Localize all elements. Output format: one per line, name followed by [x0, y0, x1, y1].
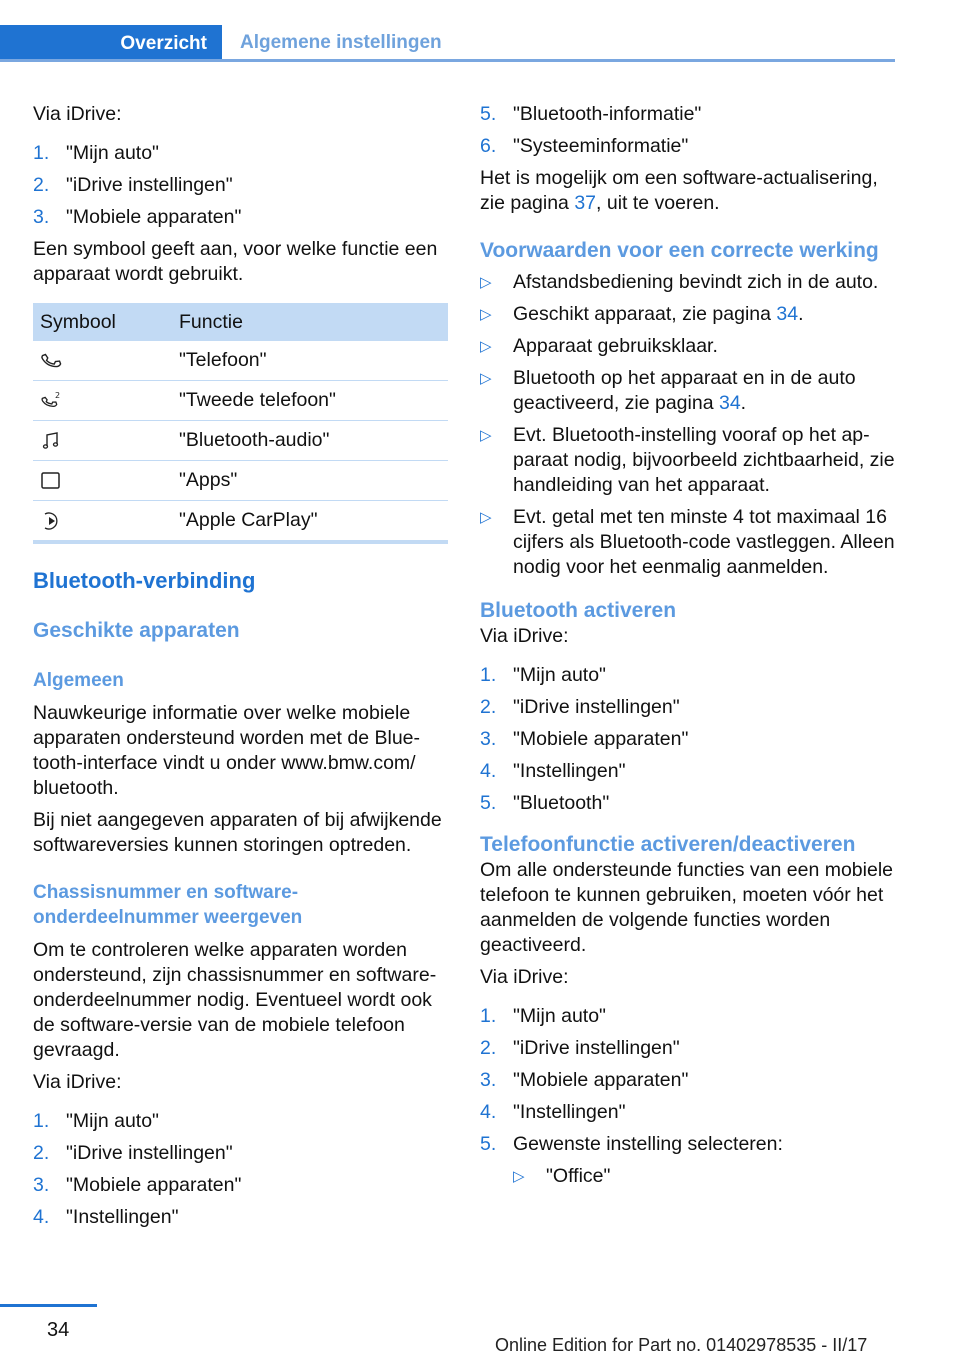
bullet-text: Evt. Bluetooth-instelling vooraf op het apparaat nodig, bijvoorbeeld zichtbaarheid, zie handleiding van het apparaat.	[513, 424, 895, 496]
music-note-icon	[40, 430, 62, 452]
step-text: Gewenste instelling selecteren:	[513, 1133, 783, 1155]
text: Geschikt apparaat, zie pagina	[513, 303, 777, 325]
step-number: 5.	[480, 792, 497, 814]
heading-geschikte-apparaten: Geschikte apparaten	[33, 619, 240, 642]
edition-note: Online Edition for Part no. 01402978535 - II/17	[495, 1335, 868, 1355]
step-text: "Systeeminformatie"	[513, 135, 689, 157]
paragraph-software-update	[480, 166, 900, 216]
list-item	[480, 791, 900, 816]
triangle-bullet-icon: ▷	[480, 427, 492, 444]
step-text: "Mobiele apparaten"	[66, 1174, 242, 1196]
tab-algemene-label: Algemene instellingen	[240, 31, 442, 53]
list-item	[33, 141, 448, 166]
heading-bluetooth-verbinding: Bluetooth-verbinding	[33, 568, 256, 593]
symbol-table	[33, 303, 448, 544]
list-item	[33, 173, 448, 198]
list-item	[480, 423, 900, 498]
footer-rule	[0, 1304, 97, 1307]
text: , uit te voeren.	[596, 192, 720, 214]
paragraph-chassisnummer: Om te controleren welke apparaten worden ondersteund, zijn chassisnummer en softwareonderdeelnummer nodig. Eventueel wordt ook de software-versie van de mobiele telefoon gevraagd.	[33, 939, 437, 1061]
header-rule	[0, 59, 895, 62]
step-text: "Instellingen"	[66, 1206, 179, 1228]
heading-algemeen: Algemeen	[33, 670, 124, 691]
via-idrive-label: Via iDrive:	[33, 103, 122, 125]
carplay-play-icon	[40, 510, 62, 532]
table-row	[33, 421, 448, 461]
list-item	[33, 1141, 448, 1166]
list-item	[480, 1164, 900, 1189]
left-column	[33, 102, 448, 1237]
step-text: "Mijn auto"	[513, 664, 606, 686]
function-cell: "Bluetooth-audio"	[172, 421, 448, 461]
page-link-37[interactable]: 37	[574, 192, 597, 214]
step-text: "Instellingen"	[513, 1101, 626, 1123]
step-number: 3.	[33, 1174, 50, 1196]
table-row	[33, 341, 448, 381]
right-column	[480, 102, 900, 1196]
list-item	[480, 727, 900, 752]
step-text: "Mobiele apparaten"	[513, 728, 689, 750]
step-number: 2.	[480, 1037, 497, 1059]
step-text: "Instellingen"	[513, 760, 626, 782]
symbol-cell	[33, 381, 172, 421]
step-number: 3.	[480, 728, 497, 750]
function-cell: "Apps"	[172, 461, 448, 501]
via-idrive-label: Via iDrive:	[33, 1071, 122, 1093]
step-number: 1.	[480, 1005, 497, 1027]
step-number: 4.	[33, 1206, 50, 1228]
apps-square-icon	[40, 470, 62, 492]
header-bar	[0, 25, 895, 62]
list-item	[480, 759, 900, 784]
via-idrive-label: Via iDrive:	[480, 966, 569, 988]
page-link-34[interactable]: 34	[776, 303, 799, 325]
step-number: 1.	[33, 1110, 50, 1132]
triangle-bullet-icon: ▷	[480, 338, 492, 355]
step-text: "iDrive instellingen"	[66, 1142, 233, 1164]
page-number: 34	[47, 1319, 70, 1341]
steps-list-continued	[480, 102, 900, 159]
list-item	[480, 366, 900, 416]
step-number: 2.	[33, 174, 50, 196]
table-header-functie: Functie	[172, 303, 448, 341]
list-item	[480, 1004, 900, 1029]
list-item	[480, 663, 900, 688]
bullet-text	[513, 366, 900, 416]
list-item	[33, 205, 448, 230]
step-text: "Bluetooth-informatie"	[513, 103, 702, 125]
symbol-cell	[33, 341, 172, 381]
triangle-bullet-icon: ▷	[480, 306, 492, 323]
step-number: 5.	[480, 1133, 497, 1155]
bullet-text: Apparaat gebruiksklaar.	[513, 335, 718, 357]
list-item	[480, 505, 900, 580]
list-item	[480, 1132, 900, 1157]
step-text: "Mijn auto"	[66, 1110, 159, 1132]
paragraph-telefoonfunctie: Om alle ondersteunde functies van een mobiele telefoon te kunnen gebruiken, moeten vóór het aanmelden de volgende functies worden geactiveerd.	[480, 859, 894, 956]
step-text: "Mijn auto"	[513, 1005, 606, 1027]
steps-list-4	[480, 1004, 900, 1189]
list-item	[480, 270, 900, 295]
text: Het is mogelijk om een software-actualisering, zie pagina	[480, 167, 878, 214]
function-cell: "Apple CarPlay"	[172, 501, 448, 543]
symbol-intro: Een symbool geeft aan, voor welke functie een apparaat wordt gebruikt.	[33, 238, 438, 285]
triangle-bullet-icon: ▷	[480, 274, 492, 291]
step-number: 2.	[33, 1142, 50, 1164]
requirements-list	[480, 270, 900, 580]
svg-text:2: 2	[55, 390, 61, 400]
function-cell: "Telefoon"	[172, 341, 448, 381]
list-item	[480, 102, 900, 127]
step-text: "Bluetooth"	[513, 792, 610, 814]
text: .	[740, 392, 747, 414]
step-text: "Mobiele apparaten"	[513, 1069, 689, 1091]
table-row	[33, 461, 448, 501]
triangle-bullet-icon: ▷	[480, 509, 492, 526]
triangle-bullet-icon: ▷	[513, 1168, 525, 1185]
step-number: 4.	[480, 760, 497, 782]
steps-list-1	[33, 141, 448, 230]
list-item	[33, 1109, 448, 1134]
bullet-text: "Office"	[546, 1165, 611, 1187]
heading-telefoonfunctie: Telefoonfunctie activeren/deactiveren	[480, 833, 856, 856]
table-row	[33, 501, 448, 543]
symbol-cell	[33, 461, 172, 501]
phone-icon	[40, 350, 62, 372]
heading-chassisnummer: Chassisnummer en softwareonderdeelnummer weergeven	[33, 882, 303, 928]
function-cell: "Tweede telefoon"	[172, 381, 448, 421]
step-text: "iDrive instellingen"	[513, 1037, 680, 1059]
list-item	[33, 1173, 448, 1198]
list-item	[480, 334, 900, 359]
tab-overzicht-label: Overzicht	[120, 33, 207, 54]
step-number: 3.	[33, 206, 50, 228]
steps-list-3	[480, 663, 900, 816]
step-text: "Mobiele apparaten"	[66, 206, 242, 228]
step-number: 6.	[480, 135, 497, 157]
step-text: "Mijn auto"	[66, 142, 159, 164]
bullet-text	[513, 302, 900, 327]
list-item	[33, 1205, 448, 1230]
steps-list-2	[33, 1109, 448, 1230]
page-link-34[interactable]: 34	[718, 392, 741, 414]
list-item	[480, 302, 900, 327]
paragraph-niet-aangegeven: Bij niet aangegeven apparaten of bij afwijkende softwareversies kunnen storingen optreden.	[33, 809, 442, 856]
table-row	[33, 381, 448, 421]
list-item	[480, 1100, 900, 1125]
paragraph-algemeen: Nauwkeurige informatie over welke mobiele apparaten ondersteund worden met de Bluetooth-interface vindt u onder www.bmw.com/ bluetooth.	[33, 702, 421, 799]
step-number: 1.	[480, 664, 497, 686]
step-number: 2.	[480, 696, 497, 718]
heading-bluetooth-activeren: Bluetooth activeren	[480, 599, 677, 622]
list-item	[480, 1068, 900, 1093]
tab-algemene-instellingen[interactable]	[240, 25, 442, 59]
list-item	[480, 695, 900, 720]
step-number: 5.	[480, 103, 497, 125]
heading-voorwaarden: Voorwaarden voor een correcte werking	[480, 239, 879, 262]
via-idrive-label: Via iDrive:	[480, 625, 569, 647]
phone-2-icon	[40, 390, 64, 412]
step-text: "iDrive instellingen"	[513, 696, 680, 718]
step-number: 1.	[33, 142, 50, 164]
text: .	[798, 303, 804, 325]
list-item	[480, 134, 900, 159]
bullet-text: Afstandsbediening bevindt zich in de auto.	[513, 271, 879, 293]
table-header-symbool: Symbool	[33, 303, 172, 341]
list-item	[480, 1036, 900, 1061]
tab-overzicht[interactable]	[0, 25, 222, 62]
bullet-text: Evt. getal met ten minste 4 tot maximaal 16 cijfers als Bluetooth-code vastleggen. Alleen nodig voor het eenmalig aanmelden.	[513, 506, 895, 578]
step-number: 3.	[480, 1069, 497, 1091]
symbol-cell	[33, 501, 172, 543]
step-text: "iDrive instellingen"	[66, 174, 233, 196]
step-number: 4.	[480, 1101, 497, 1123]
symbol-cell	[33, 421, 172, 461]
text: Bluetooth op het apparaat en in de auto geactiveerd, zie pagina	[513, 367, 856, 414]
triangle-bullet-icon: ▷	[480, 370, 492, 387]
